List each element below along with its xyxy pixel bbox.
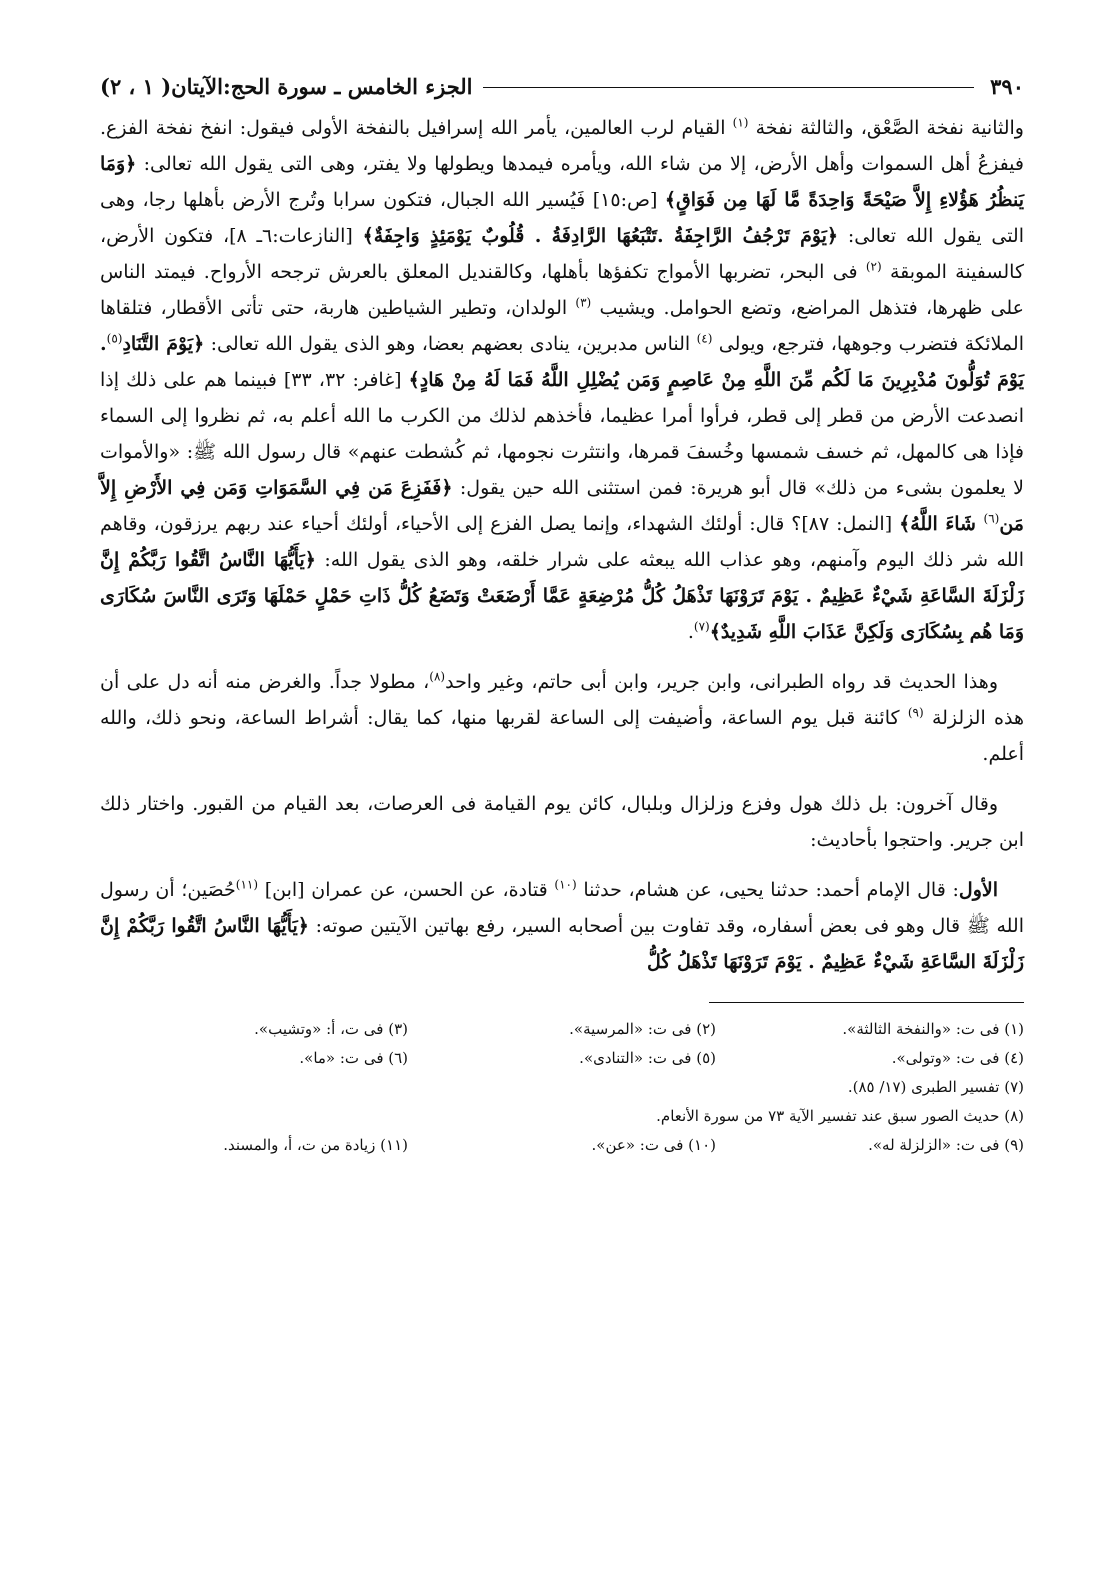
text-segment: [النمل: ٨٧]؟ قال: أولئك الشهداء، وإنما يصل الفزع إلى الأحياء، أولئك أحياء عند ربهم يرزقون، وقاهم الله شر ذلك اليوم وآمنهم، وهو عذاب الله يبعثه على شرار خلقه، وهو الذى يقول الله: [100, 513, 1024, 571]
footnote-marker: (٧) [693, 619, 710, 634]
footnote-marker: (١) [732, 115, 749, 130]
text-segment: والثانية نفخة الصَّعْق، والثالثة نفخة [748, 117, 1024, 139]
footnote: (٧) تفسير الطبرى (١٧/ ٨٥). [847, 1078, 1024, 1096]
quran-verse: ﴿يَأَيُّهَا النَّاسُ اتَّقُوا رَبَّكُمْ إِنَّ زَلْزَلَةَ السَّاعَةِ شَيْءٌ عَظِيمٌ . يَوْمَ تَرَوْنَهَا تَذْهَلُ كُلُّ مُرْضِعَةٍ عَمَّا أَرْضَعَتْ وَتَضَعُ كُلُّ ذَاتِ حَمْلٍ حَمْلَهَا وَتَرَى النَّاسَ سُكَارَى وَمَا هُم بِسُكَارَى وَلَكِنَّ عَذَابَ اللَّهِ شَدِيدٌ﴾ [100, 549, 1025, 643]
paragraph [100, 786, 1024, 858]
text-segment: : قال الإمام أحمد: حدثنا يحيى، عن هشام، حدثنا [576, 879, 959, 901]
footnotes [100, 1015, 1024, 1160]
text-segment: حُصَين؛ أن رسول الله ﷺ قال وهو فى بعض أسفاره، وقد تفاوت بين أصحابه السير، رفع بهاتين الآيتين صوته: [100, 879, 1024, 937]
footnote-marker: (٤) [696, 331, 713, 346]
page-number: ٣٩٠ [990, 74, 1024, 99]
quran-verse: ﴿يَوْمَ التَّنَادِ [122, 333, 205, 355]
quran-verse: ﴿يَأَيُّهَا النَّاسُ اتَّقُوا رَبَّكُمْ إِنَّ زَلْزَلَةَ السَّاعَةِ شَيْءٌ عَظِيمٌ . يَوْمَ تَرَوْنَهَا تَذْهَلُ كُلُّ [100, 915, 1024, 973]
footnote: (٢) فى ت: «المرسية». [569, 1020, 717, 1038]
main-text [100, 110, 1024, 980]
text-segment: وقال آخرون: بل ذلك هول وفزع وزلزال وبلبال، كائن يوم القيامة فى العرصات، بعد القيام من القبور. واختار ذلك ابن جرير. واحتجوا بأحاديث: [100, 793, 1024, 851]
text-segment: الناس مدبرين، ينادى بعضهم بعضا، وهو الذى يقول الله تعالى: [204, 333, 697, 355]
text-segment: . [687, 621, 694, 643]
footnote: (٦) فى ت: «ما». [299, 1049, 409, 1067]
section-lead: الأول [958, 879, 998, 901]
footnote: (١) فى ت: «والنفخة الثالثة». [842, 1020, 1024, 1038]
footnote-row [100, 1044, 1024, 1073]
footnote-marker: (١١) [235, 877, 259, 892]
quran-verse: شَاءَ اللَّهُ﴾ [899, 513, 984, 535]
text-segment: ، مطولا جداً. والغرض منه أنه دل على أن هذه الزلزلة [100, 671, 1024, 729]
footnote-marker: (٩) [907, 705, 924, 720]
page-header [100, 72, 1024, 102]
quran-verse: ﴿وَمَا يَنظُرُ هَؤُلاءِ إِلاَّ صَيْحَةً وَاحِدَةً مَّا لَهَا مِن فَوَاقٍ﴾ [100, 153, 1025, 211]
footnote: (٨) حديث الصور سبق عند تفسير الآية ٧٣ من سورة الأنعام. [656, 1107, 1024, 1125]
footnote-row [100, 1015, 1024, 1044]
quran-verse: ﴿يَوْمَ تَرْجُفُ الرَّاجِفَةُ .تَتْبَعُهَا الرَّادِفَةُ . قُلُوبٌ يَوْمَئِذٍ وَاجِفَةٌ﴾ [362, 225, 839, 247]
footnote-divider [709, 1002, 1024, 1003]
footnote: (٤) فى ت: «وتولى». [891, 1049, 1024, 1067]
header-rule [483, 87, 975, 88]
footnote: (٣) فى ت، أ: «وتشيب». [254, 1020, 409, 1038]
text-segment: قتادة، عن الحسن، عن عمران [ابن] [258, 879, 555, 901]
text-segment: كائنة قبل يوم الساعة، وأضيفت إلى الساعة لقربها منها، كما يقال: أشراط الساعة، ونحو ذلك، والله أعلم. [100, 707, 1024, 765]
text-segment: [غافر: ٣٢، ٣٣] فبينما هم على ذلك إذا انصدعت الأرض من قطر إلى قطر، فرأوا أمرا عظيما، فأخذهم لذلك من الكرب ما الله أعلم به، ثم نظروا إلى السماء فإذا هى كالمهل، ثم خسف شمسها وخُسفَ قمرها، وانتثرت نجومها، ثم كُشطت عنهم» قال رسول الله ﷺ: «والأموات لا يعلمون بشىء من ذلك» قال أبو هريرة: فمن استثنى الله حين يقول: [100, 369, 1024, 499]
quran-verse: ﴿فَفَزِعَ مَن فِي السَّمَوَاتِ وَمَن فِي الأَرْضِ إِلاَّ مَن [100, 477, 1024, 535]
footnote-marker: (١٠) [554, 877, 577, 892]
footnote-marker: (٨) [429, 669, 446, 684]
footnote-row [100, 1131, 1024, 1160]
footnote-marker: (٦) [983, 511, 1000, 526]
paragraph [100, 664, 1024, 772]
text-segment: فى البحر، تضربها الأمواج تكفؤها بأهلها، وكالقنديل المعلق بالعرش ترجحه الأرواح. فيمتد الناس على ظهرها، فتذهل المراضع، وتضع الحوامل. ويشيب [100, 261, 1024, 319]
footnote: (٥) فى ت: «التنادى». [579, 1049, 717, 1067]
footnote-marker: (٥) [106, 331, 123, 346]
paragraph [100, 110, 1024, 650]
footnote: (١١) زيادة من ت، أ، والمسند. [223, 1136, 409, 1154]
text-segment: [ص:١٥] فَيُسير الله الجبال، فتكون سرابا وتُرج الأرض بأهلها رجا، وهى التى يقول الله تعالى: [100, 189, 1024, 247]
footnote-marker: (٣) [575, 295, 592, 310]
text-segment: القيام لرب العالمين، يأمر الله إسرافيل بالنفخة الأولى فيقول: انفخ نفخة الفزع. فيفزعُ أهل السموات وأهل الأرض، إلا من شاء الله، ويأمره فيمدها ويطولها ولا يفتر، وهى التى يقول الله تعالى: [100, 117, 1024, 175]
text-segment: الولدان، وتطير الشياطين هاربة، حتى تأتى الأقطار، فتلقاها الملائكة فتضرب وجوهها، فترجع، ويولى [100, 297, 1024, 355]
text-segment: وهذا الحديث قد رواه الطبرانى، وابن جرير، وابن أبى حاتم، وغير واحد [445, 671, 999, 693]
text-segment: [النازعات:٦ـ ٨]، فتكون الأرض، كالسفينة الموبقة [100, 225, 1024, 283]
footnote: (١٠) فى ت: «عن». [591, 1136, 717, 1154]
footnote-marker: (٢) [865, 259, 882, 274]
running-title: الجزء الخامس ـ سورة الحج:الآيتان( ١ ، ٢) [100, 74, 473, 99]
paragraph [100, 872, 1024, 980]
footnote: (٩) فى ت: «الزلزلة له». [868, 1136, 1024, 1154]
quran-verse: . يَوْمَ تُوَلُّونَ مُدْبِرِينَ مَا لَكُم مِّنَ اللَّهِ مِنْ عَاصِمٍ وَمَن يُضْلِلِ اللَّهُ فَمَا لَهُ مِنْ هَادٍ﴾ [100, 333, 1025, 391]
